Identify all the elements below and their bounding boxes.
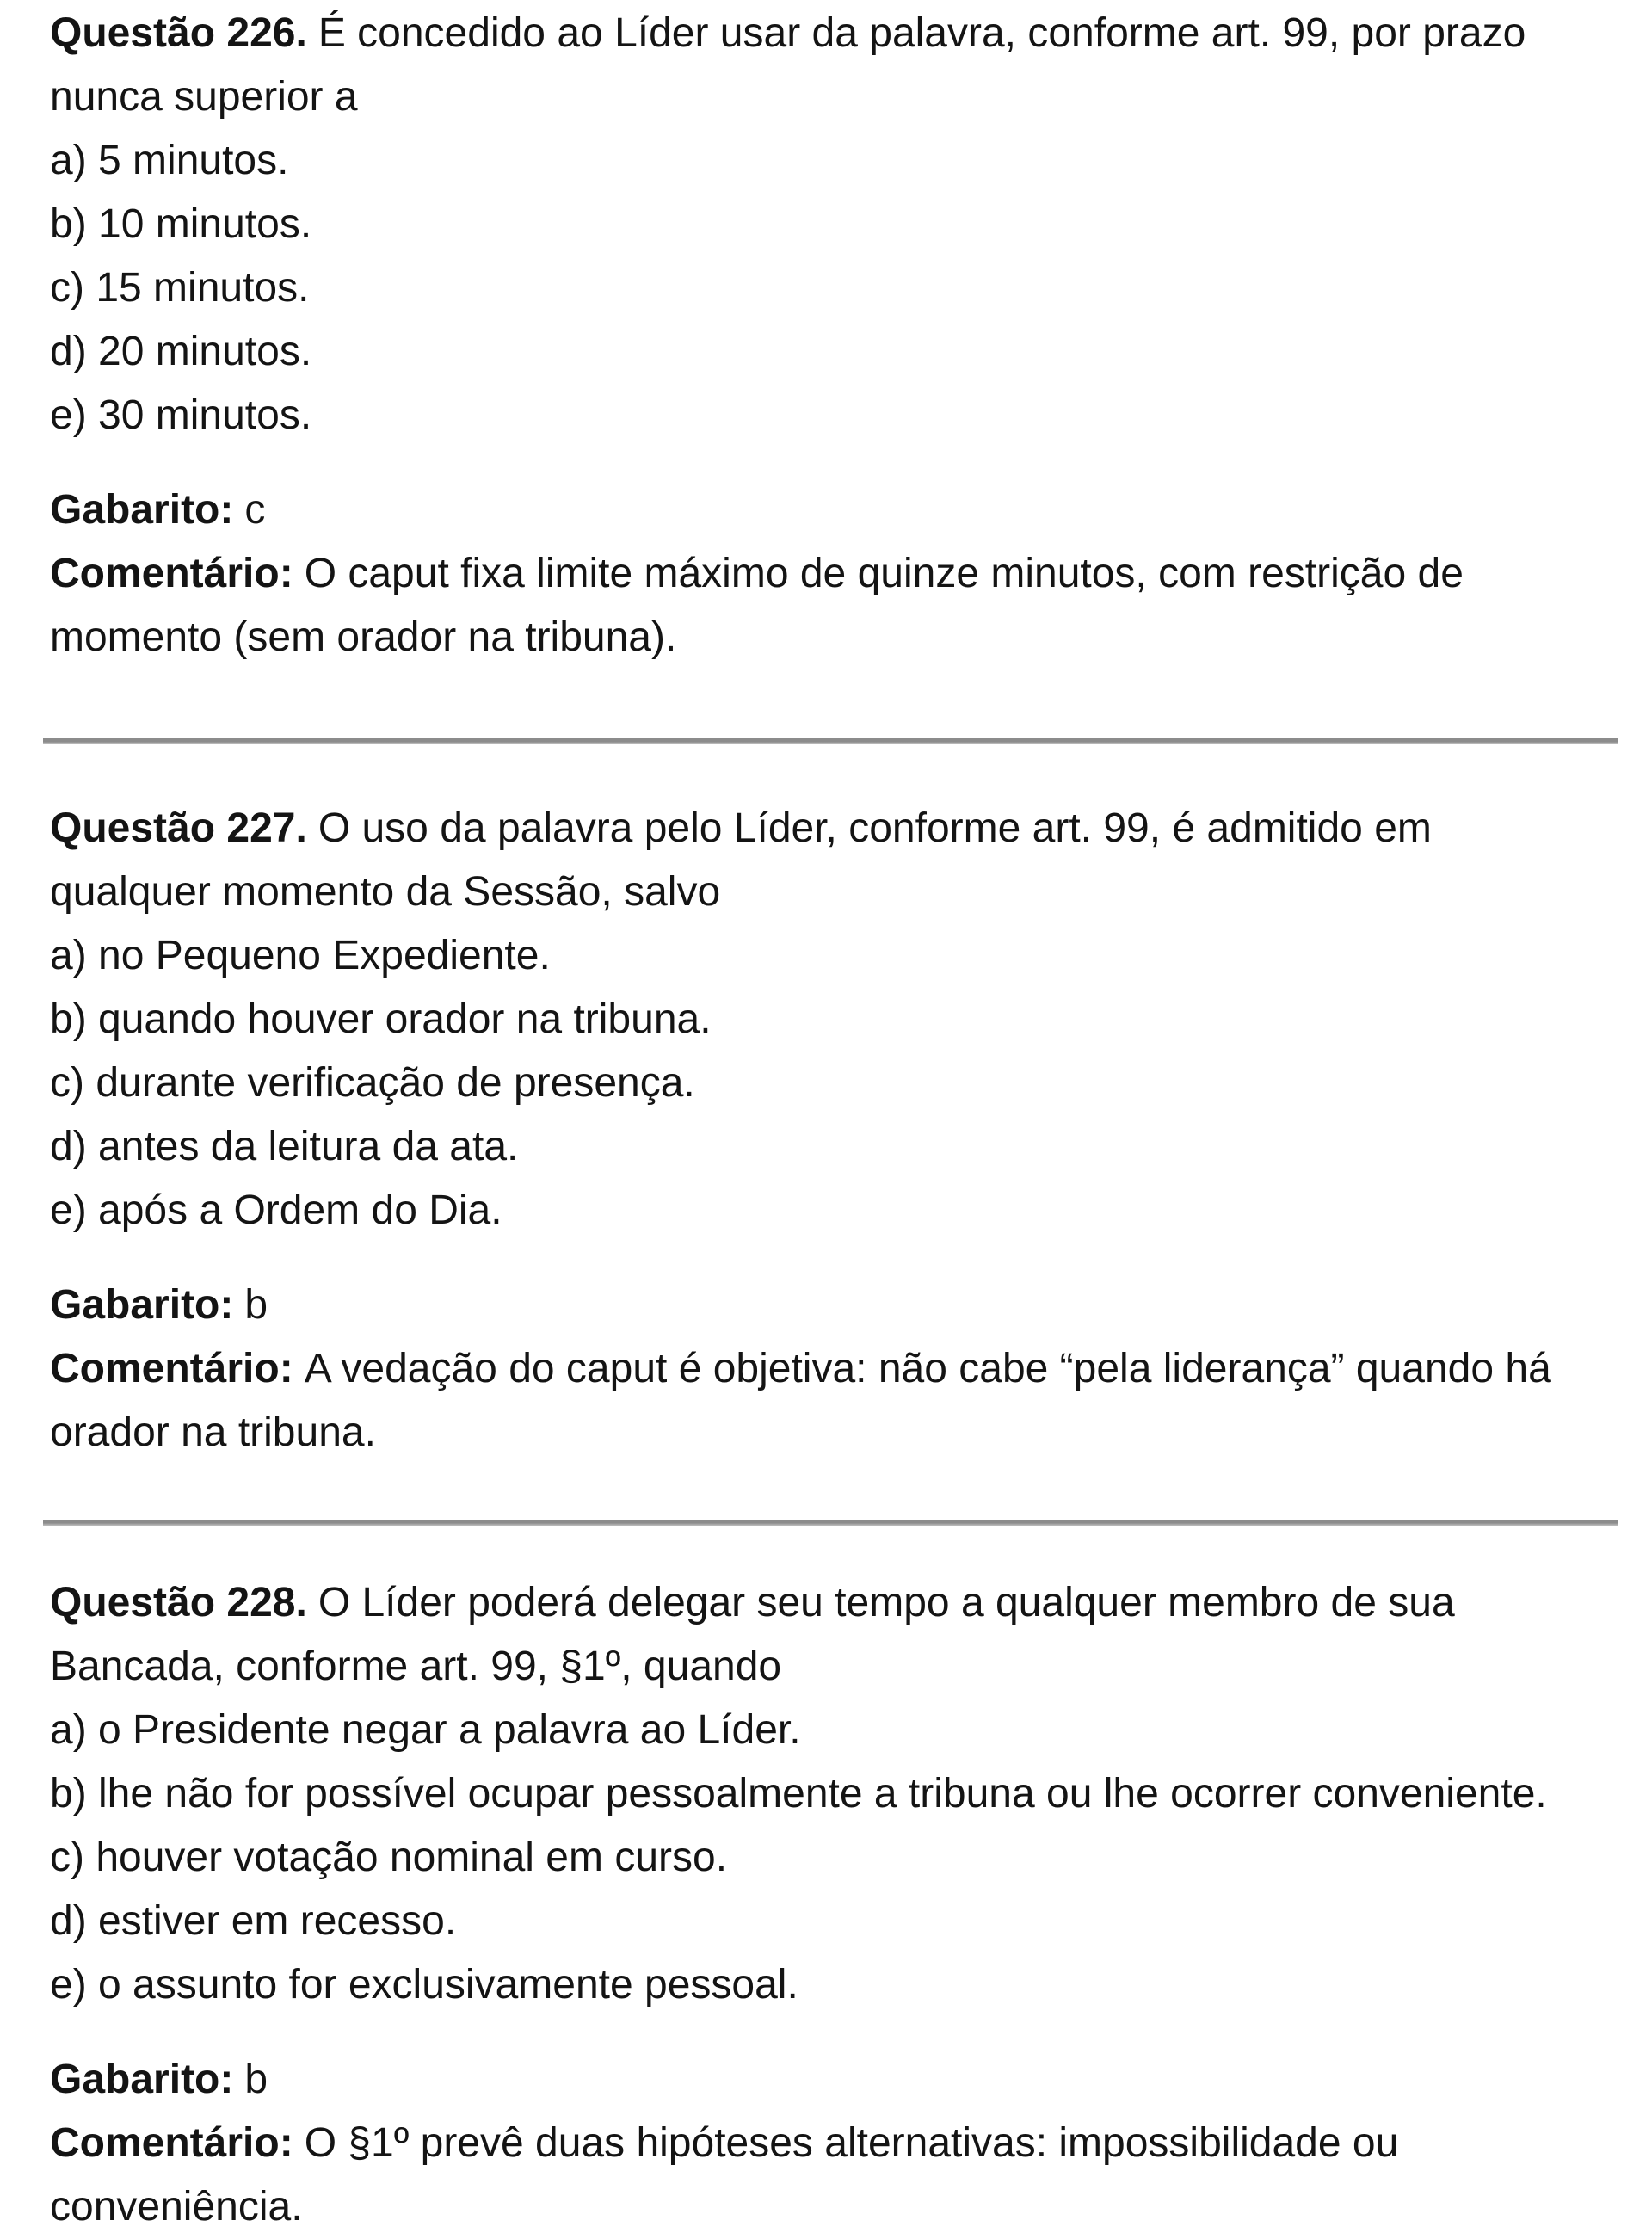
statement-text: É concedido ao Líder usar da palavra, conforme art. 99, por prazo: [317, 10, 1526, 56]
answer-key-line: [50, 478, 1635, 542]
comment-text: O §1º prevê duas hipóteses alternativas: impossibilidade ou: [304, 2120, 1399, 2166]
answer-key-label: Gabarito:: [50, 1282, 234, 1328]
question-block-228: [50, 1571, 1635, 2239]
option-e: e) o assunto for exclusivamente pessoal.: [50, 1962, 798, 2008]
comment-line-1: [50, 1337, 1635, 1401]
question-number: Questão 226.: [50, 10, 307, 56]
answer-key-value: b: [244, 2057, 268, 2102]
comment-line-2: momento (sem orador na tribuna).: [50, 614, 677, 660]
option-a: a) no Pequeno Expediente.: [50, 933, 551, 978]
option-e: e) após a Ordem do Dia.: [50, 1187, 502, 1233]
answer-key-value: c: [244, 487, 266, 533]
question-number: Questão 228.: [50, 1580, 307, 1625]
option-c: c) durante verificação de presença.: [50, 1060, 695, 1106]
comment-line-1: [50, 542, 1635, 606]
comment-text: A vedação do caput é objetiva: não cabe “pela liderança” quando há: [304, 1346, 1551, 1391]
statement-line-1: [50, 797, 1635, 860]
statement-line-2: qualquer momento da Sessão, salvo: [50, 869, 721, 915]
answer-key-label: Gabarito:: [50, 2057, 234, 2102]
option-c: c) 15 minutos.: [50, 265, 310, 311]
statement-line-2: Bancada, conforme art. 99, §1º, quando: [50, 1644, 782, 1689]
answer-key-line: [50, 2048, 1635, 2112]
comment-line-2: conveniência.: [50, 2184, 303, 2230]
comment-text: O caput fixa limite máximo de quinze minutos, com restrição de: [304, 551, 1464, 596]
question-number: Questão 227.: [50, 805, 307, 851]
section-divider: [43, 738, 1618, 744]
option-c: c) houver votação nominal em curso.: [50, 1835, 728, 1880]
option-b: b) 10 minutos.: [50, 201, 312, 247]
answer-key-label: Gabarito:: [50, 487, 234, 533]
option-d: d) 20 minutos.: [50, 329, 312, 374]
statement-text: O Líder poderá delegar seu tempo a qualquer membro de sua: [317, 1580, 1455, 1625]
section-divider: [43, 1520, 1618, 1526]
question-block-226: [50, 2, 1635, 669]
option-a: a) o Presidente negar a palavra ao Líder.: [50, 1707, 801, 1753]
answer-key-line: [50, 1274, 1635, 1337]
statement-text: O uso da palavra pelo Líder, conforme art. 99, é admitido em: [317, 805, 1432, 851]
option-b: b) quando houver orador na tribuna.: [50, 996, 712, 1042]
comment-line-1: [50, 2112, 1635, 2175]
option-e: e) 30 minutos.: [50, 392, 312, 438]
comment-label: Comentário:: [50, 1346, 293, 1391]
option-d: d) estiver em recesso.: [50, 1898, 457, 1944]
comment-label: Comentário:: [50, 2120, 293, 2166]
option-b: b) lhe não for possível ocupar pessoalmente a tribuna ou lhe ocorrer conveniente.: [50, 1771, 1547, 1816]
option-d: d) antes da leitura da ata.: [50, 1124, 519, 1169]
answer-key-value: b: [244, 1282, 268, 1328]
question-block-227: [50, 797, 1635, 1465]
statement-line-2: nunca superior a: [50, 74, 358, 120]
option-a: a) 5 minutos.: [50, 138, 289, 183]
comment-label: Comentário:: [50, 551, 293, 596]
comment-line-2: orador na tribuna.: [50, 1409, 376, 1455]
statement-line-1: [50, 2, 1635, 65]
statement-line-1: [50, 1571, 1635, 1635]
